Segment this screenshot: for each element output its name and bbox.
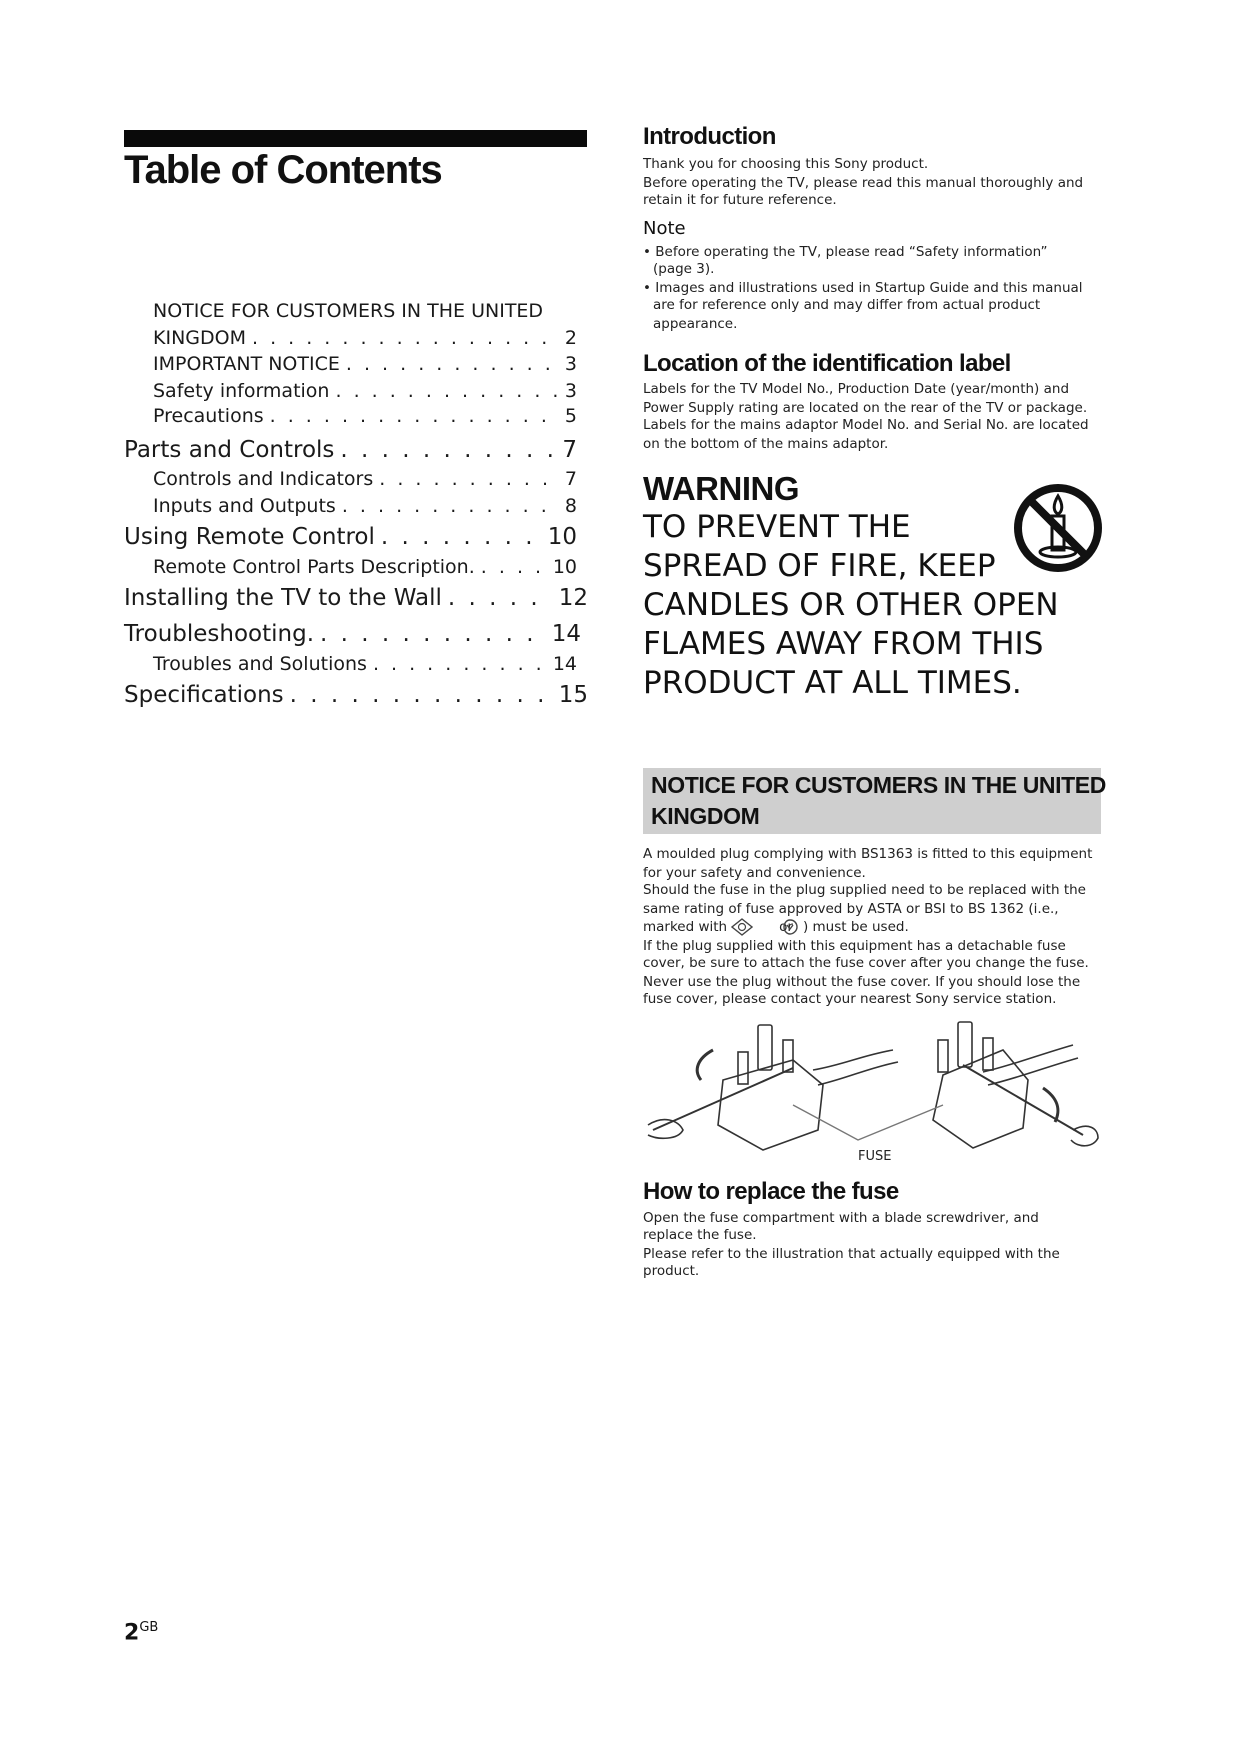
toc-entry-page: 5 — [564, 405, 577, 427]
text-line: Labels for the mains adaptor Model No. and Serial No. are located — [643, 417, 1089, 433]
text-line: Labels for the TV Model No., Production Date (year/month) and — [643, 381, 1070, 397]
toc-entry[interactable] — [153, 556, 577, 578]
toc-leader-dots — [252, 327, 559, 349]
text-line: Should the fuse in the plug supplied need to be replaced with the — [643, 882, 1086, 898]
list-item-continuation: (page 3). — [653, 261, 715, 277]
uk-notice-heading — [651, 770, 1106, 832]
list-item-continuation: are for reference only and may differ from actual product — [653, 297, 1041, 313]
text-line: marked with or ) must be used. — [643, 918, 909, 935]
fuse-replacement-illustration — [643, 1010, 1103, 1170]
text-line: cover, be sure to attach the fuse cover after you change the fuse. — [643, 955, 1089, 971]
asta-mark-icon — [731, 918, 753, 936]
toc-entry[interactable] — [124, 437, 577, 463]
warning-title: WARNING — [643, 470, 799, 507]
toc-entry-label: Using Remote Control — [124, 524, 375, 550]
page-number-suffix: GB — [139, 1620, 159, 1635]
toc-entry-page: 14 — [551, 621, 581, 647]
uk-notice-text — [643, 846, 1092, 1008]
toc-entry-label: Specifications — [124, 682, 284, 708]
or-word: or — [779, 918, 793, 935]
toc-leader-dots — [381, 524, 542, 550]
identification-heading: Location of the identification label — [643, 350, 1011, 377]
toc-entry-page: 2 — [564, 327, 577, 349]
heading-line: NOTICE FOR CUSTOMERS IN THE UNITED — [651, 772, 1106, 798]
heading-line: KINGDOM — [651, 803, 760, 829]
toc-leader-dots — [346, 353, 559, 375]
toc-title: Table of Contents — [124, 148, 442, 192]
toc-entry-page: 12 — [558, 585, 588, 611]
toc-entry-label: Troubles and Solutions — [153, 653, 367, 675]
toc-entry[interactable] — [153, 468, 577, 490]
fuse-label: FUSE — [858, 1149, 892, 1164]
replace-fuse-heading: How to replace the fuse — [643, 1178, 899, 1205]
text-line: product. — [643, 1263, 700, 1279]
toc-entry-label: IMPORTANT NOTICE — [153, 353, 340, 375]
toc-entry-label: Troubleshooting. — [124, 621, 315, 647]
text-line: retain it for future reference. — [643, 192, 837, 208]
text-line: replace the fuse. — [643, 1227, 757, 1243]
page-number: $2^{GB}$ — [124, 1620, 159, 1646]
text-line: PRODUCT AT ALL TIMES. — [643, 665, 1022, 701]
toc-entry-page: 7 — [562, 437, 577, 463]
text-line: for your safety and convenience. — [643, 865, 866, 881]
text-line: on the bottom of the mains adaptor. — [643, 436, 889, 452]
toc-leader-dots — [320, 621, 546, 647]
text-line: CANDLES OR OTHER OPEN — [643, 587, 1059, 623]
toc-entry[interactable] — [153, 405, 577, 427]
toc-entry-page: 10 — [552, 556, 577, 578]
toc-entry-label: Remote Control Parts Description. — [153, 556, 475, 578]
toc-entry[interactable] — [124, 682, 588, 708]
text-line: Before operating the TV, please read this manual thoroughly and — [643, 175, 1084, 191]
text-line: TO PREVENT THE — [643, 509, 911, 545]
text-line: If the plug supplied with this equipment has a detachable fuse — [643, 938, 1066, 954]
toc-leader-dots — [448, 585, 553, 611]
text-line: Thank you for choosing this Sony product. — [643, 156, 929, 172]
introduction-text — [643, 156, 1083, 209]
toc-leader-dots — [481, 556, 547, 578]
text-line: Power Supply rating are located on the rear of the TV or package. — [643, 400, 1088, 416]
text-line: same rating of fuse approved by ASTA or BSI to BS 1362 (i.e., — [643, 901, 1059, 917]
text-line: Please refer to the illustration that actually equipped with the — [643, 1246, 1060, 1262]
toc-entry-label: Parts and Controls — [124, 437, 335, 463]
replace-fuse-text — [643, 1210, 1060, 1280]
toc-entry-page: 10 — [547, 524, 577, 550]
note-heading: Note — [643, 218, 686, 239]
toc-entry-page: 3 — [564, 380, 577, 402]
toc-entry-page: 8 — [564, 495, 577, 517]
list-item: • Before operating the TV, please read “Safety information” — [643, 244, 1048, 260]
toc-entry-page: 7 — [564, 468, 577, 490]
toc-entry[interactable] — [153, 653, 577, 675]
toc-entry-label: Installing the TV to the Wall — [124, 585, 442, 611]
toc-entry[interactable] — [124, 585, 588, 611]
plug-body — [718, 1060, 823, 1150]
bsi-kitemark-icon — [781, 918, 799, 936]
toc-entry-label: Inputs and Outputs — [153, 495, 336, 517]
introduction-heading: Introduction — [643, 123, 776, 150]
identification-text — [643, 381, 1089, 453]
list-item-continuation: appearance. — [653, 316, 738, 332]
text-line: SPREAD OF FIRE, KEEP — [643, 548, 996, 584]
toc-entry-page: 3 — [564, 353, 577, 375]
text-line: Open the fuse compartment with a blade screwdriver, and — [643, 1210, 1039, 1226]
toc-entry-label: Precautions — [153, 405, 264, 427]
toc-leader-dots — [335, 380, 558, 402]
no-open-flame-icon — [1010, 480, 1106, 576]
list-item: • Images and illustrations used in Startup Guide and this manual — [643, 280, 1083, 296]
toc-entry-page: 15 — [558, 682, 588, 708]
text-line: A moulded plug complying with BS1363 is fitted to this equipment — [643, 846, 1093, 862]
text-line: fuse cover, please contact your nearest Sony service station. — [643, 991, 1057, 1007]
toc-leader-dots — [290, 682, 553, 708]
toc-entry-notice[interactable] — [153, 327, 577, 349]
toc-entry[interactable] — [124, 621, 581, 647]
toc-entry-label: KINGDOM — [153, 327, 246, 349]
toc-entry-label: Safety information — [153, 380, 330, 402]
toc-entry-page: 14 — [552, 653, 577, 675]
toc-leader-dots — [340, 437, 556, 463]
toc-entry[interactable] — [153, 380, 577, 402]
toc-leader-dots — [342, 495, 559, 517]
toc-entry-notice-line1: NOTICE FOR CUSTOMERS IN THE UNITED — [153, 300, 544, 322]
toc-entry[interactable] — [153, 353, 577, 375]
toc-entry-label: Controls and Indicators — [153, 468, 374, 490]
note-bullet-list — [643, 244, 1083, 333]
toc-leader-dots — [379, 468, 559, 490]
toc-header-bar — [124, 130, 587, 147]
toc-leader-dots — [270, 405, 559, 427]
text-line: FLAMES AWAY FROM THIS — [643, 626, 1044, 662]
text-line: Never use the plug without the fuse cover. If you should lose the — [643, 974, 1081, 990]
toc-entry[interactable] — [124, 524, 577, 550]
toc-leader-dots — [373, 653, 547, 675]
toc-entry[interactable] — [153, 495, 577, 517]
